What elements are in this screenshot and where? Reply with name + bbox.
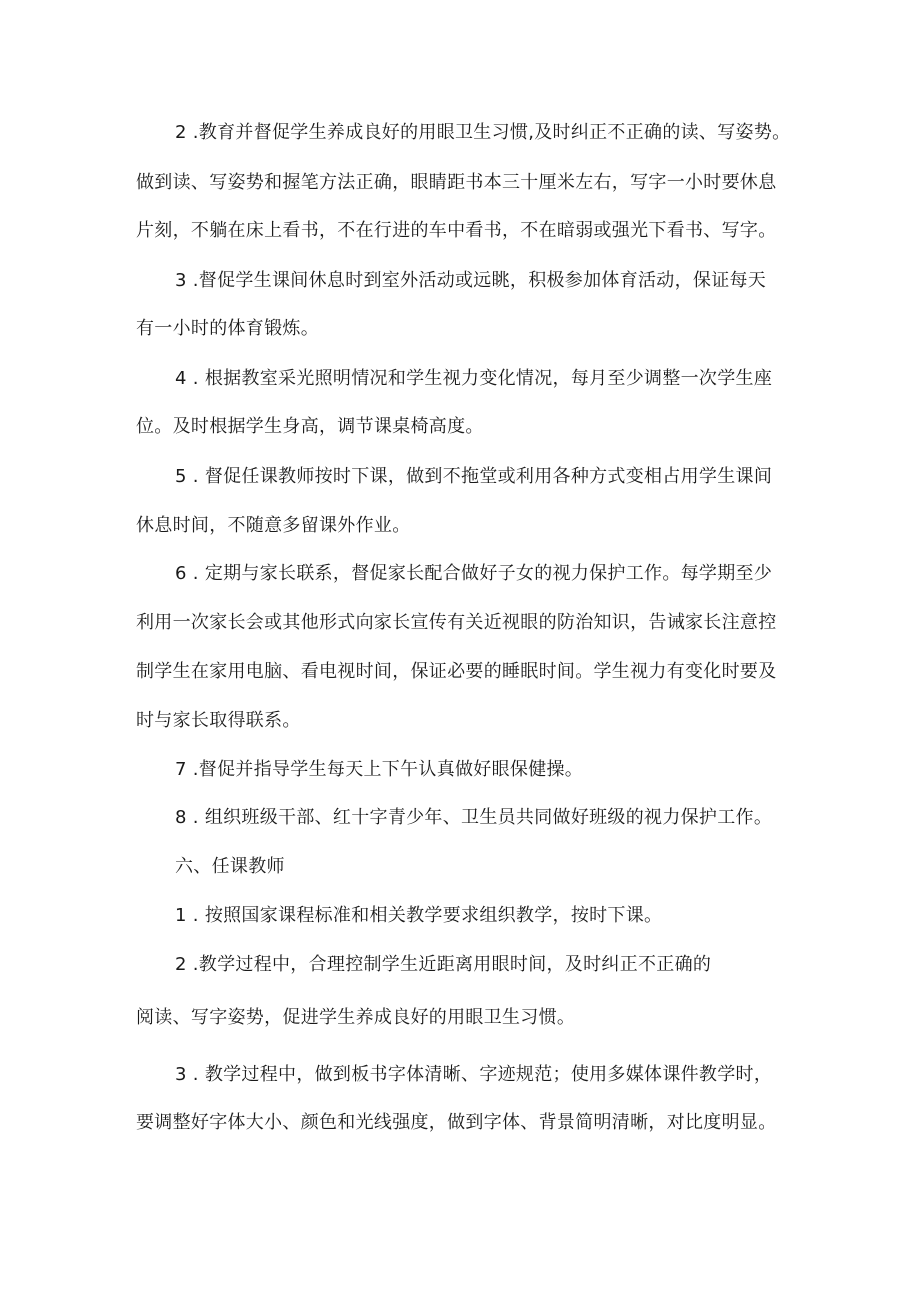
text-line: 3 . 教学过程中，做到板书字体清晰、字迹规范；使用多媒体课件教学时，	[175, 1064, 773, 1085]
text-line: 1 . 按照国家课程标准和相关教学要求组织教学，按时下课。	[175, 905, 663, 926]
text-line: 要调整好字体大小、颜色和光线强度，做到字体、背景简明清晰，对比度明显。	[136, 1112, 777, 1133]
text-line: 6 . 定期与家长联系，督促家长配合做好子女的视力保护工作。每学期至少	[175, 563, 773, 584]
text-line: 时与家长取得联系。	[136, 710, 301, 731]
text-line: 2 .教育并督促学生养成良好的用眼卫生习惯,及时纠正不正确的读、写姿势。	[175, 122, 791, 143]
text-line: 5 . 督促任课教师按时下课，做到不拖堂或利用各种方式变相占用学生课间	[175, 466, 773, 487]
text-line: 2 .教学过程中，合理控制学生近距离用眼时间，及时纠正不正确的	[175, 954, 712, 975]
text-line: 有一小时的体育锻炼。	[136, 318, 319, 339]
text-line: 利用一次家长会或其他形式向家长宣传有关近视眼的防治知识，告诫家长注意控	[136, 612, 777, 633]
text-line: 3 .督促学生课间休息时到室外活动或远眺，积极参加体育活动，保证每天	[175, 270, 767, 291]
text-line: 位。及时根据学生身高，调节课桌椅高度。	[136, 416, 484, 437]
text-line: 8 . 组织班级干部、红十字青少年、卫生员共同做好班级的视力保护工作。	[175, 807, 773, 828]
section-heading: 六、任课教师	[175, 856, 285, 877]
text-line: 片刻，不躺在床上看书，不在行进的车中看书，不在暗弱或强光下看书、写字。	[136, 220, 777, 241]
text-line: 阅读、写字姿势，促进学生养成良好的用眼卫生习惯。	[136, 1007, 576, 1028]
text-line: 制学生在家用电脑、看电视时间，保证必要的睡眠时间。学生视力有变化时要及	[136, 661, 777, 682]
text-line: 4 . 根据教室采光照明情况和学生视力变化情况，每月至少调整一次学生座	[175, 368, 773, 389]
text-line: 做到读、写姿势和握笔方法正确，眼睛距书本三十厘米左右，写字一小时要休息	[136, 172, 777, 193]
text-line: 休息时间，不随意多留课外作业。	[136, 515, 411, 536]
text-line: 7 .督促并指导学生每天上下午认真做好眼保健操。	[175, 759, 584, 780]
